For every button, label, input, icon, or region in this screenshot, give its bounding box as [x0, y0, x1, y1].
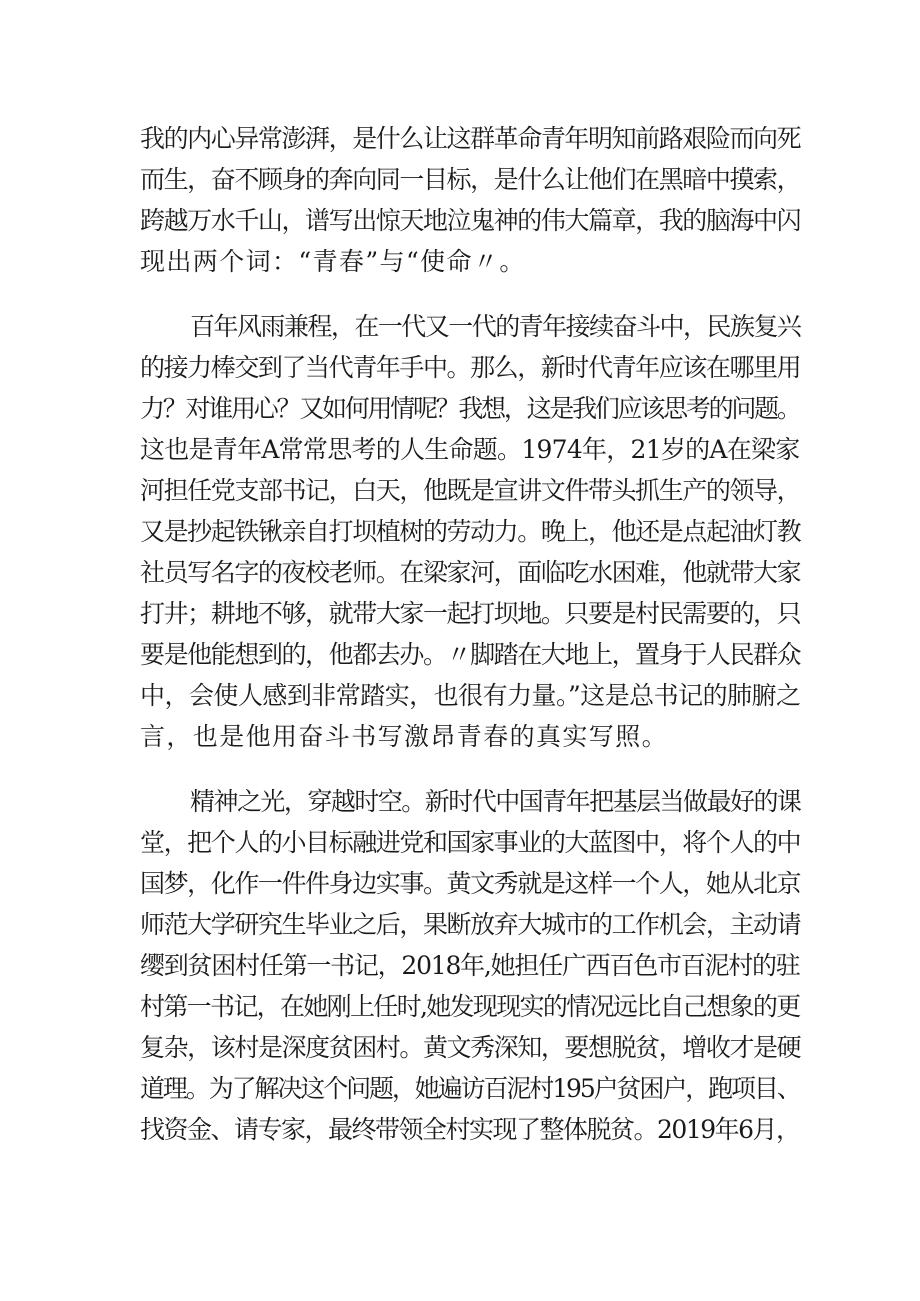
text-line: 河担任党支部书记，白天，他既是宣讲文件带头抓生产的领导，: [140, 476, 801, 505]
text-line: 又是抄起铁锹亲自打坝植树的劳动力。晚上，他还是点起油灯教: [140, 517, 801, 546]
text-line: 而生，奋不顾身的奔向同一目标，是什么让他们在黑暗中摸索，: [140, 165, 801, 194]
text-line: 的接力棒交到了当代青年手中。那么，新时代青年应该在哪里用: [140, 353, 801, 382]
text-line: 道理。为了解决这个问题，她遍访百泥村195户贫困户，跑项目、: [140, 1074, 800, 1103]
text-line: 复杂，该村是深度贫困村。黄文秀深知，要想脱贫，增收才是硬: [140, 1033, 801, 1062]
text-line: 言，也是他用奋斗书写激昂青春的真实写照。: [140, 722, 669, 751]
text-line: 精神之光，穿越时空。新时代中国青年把基层当做最好的课: [190, 787, 801, 816]
text-line: 找资金、请专家，最终带领全村实现了整体脱贫。2019年6月，: [140, 1115, 800, 1144]
text-line: 我的内心异常澎湃，是什么让这群革命青年明知前路艰险而向死: [140, 124, 801, 153]
text-line: 国梦，化作一件件身边实事。黄文秀就是这样一个人，她从北京: [140, 869, 801, 898]
text-line: 村第一书记，在她刚上任时,她发现现实的情况远比自己想象的更: [140, 992, 800, 1021]
text-line: 百年风雨兼程，在一代又一代的青年接续奋斗中，民族复兴: [190, 312, 801, 341]
paragraph-3: [140, 781, 800, 1150]
document-body: [140, 118, 800, 1174]
text-line: 要是他能想到的，他都去办。〃脚踏在大地上，置身于人民群众: [140, 640, 801, 669]
text-line: 现出两个词：“青春”与“使命〃。: [140, 247, 526, 276]
text-line: 中，会使人感到非常踏实，也很有力量。”这是总书记的肺腑之: [140, 681, 801, 710]
text-line: 师范大学研究生毕业之后，果断放弃大城市的工作机会，主动请: [140, 910, 801, 939]
text-line: 跨越万水千山，谱写出惊天地泣鬼神的伟大篇章，我的脑海中闪: [140, 206, 801, 235]
paragraph-1: [140, 118, 800, 282]
text-line: 社员写名字的夜校老师。在梁家河，面临吃水困难，他就带大家: [140, 558, 801, 587]
text-line: 力？对谁用心？又如何用情呢？我想，这是我们应该思考的问题。: [140, 394, 800, 423]
text-line: 这也是青年A常常思考的人生命题。1974年，21岁的A在梁家: [140, 435, 800, 464]
text-line: 堂，把个人的小目标融进党和国家事业的大蓝图中，将个人的中: [140, 828, 801, 857]
text-line: 缨到贫困村任第一书记，2018年,她担任广西百色市百泥村的驻: [140, 951, 800, 980]
text-line: 打井；耕地不够，就带大家一起打坝地。只要是村民需要的，只: [140, 599, 801, 628]
paragraph-2: [140, 306, 800, 757]
